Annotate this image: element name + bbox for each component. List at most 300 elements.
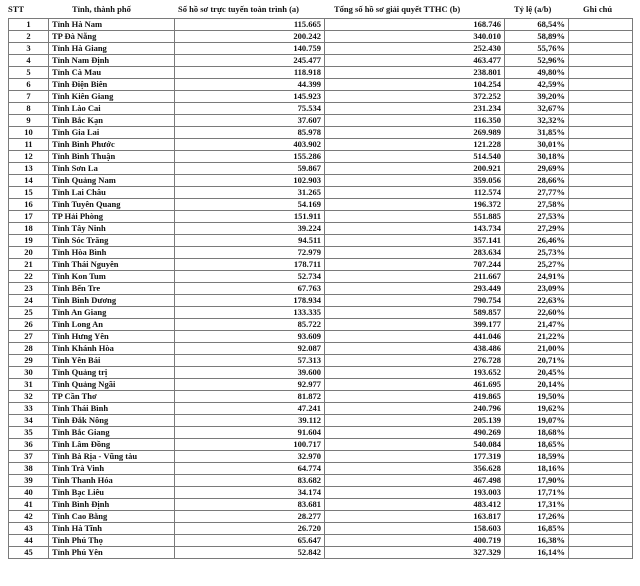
row-online-records: 100.717 xyxy=(175,439,325,451)
row-notes xyxy=(569,403,633,415)
row-online-records: 59.867 xyxy=(175,163,325,175)
row-total-records: 399.177 xyxy=(325,319,505,331)
row-stt: 4 xyxy=(9,55,49,67)
table-row xyxy=(9,43,633,55)
row-total-records: 463.477 xyxy=(325,55,505,67)
row-total-records: 252.430 xyxy=(325,43,505,55)
row-online-records: 65.647 xyxy=(175,535,325,547)
table-row xyxy=(9,31,633,43)
row-total-records: 143.734 xyxy=(325,223,505,235)
row-notes xyxy=(569,367,633,379)
row-notes xyxy=(569,43,633,55)
row-notes xyxy=(569,91,633,103)
row-province: Tỉnh Thanh Hóa xyxy=(49,475,175,487)
table-row xyxy=(9,355,633,367)
row-total-records: 211.667 xyxy=(325,271,505,283)
row-ratio: 17,90% xyxy=(505,475,569,487)
row-ratio: 21,00% xyxy=(505,343,569,355)
row-stt: 37 xyxy=(9,451,49,463)
row-notes xyxy=(569,187,633,199)
row-stt: 9 xyxy=(9,115,49,127)
row-province: Tỉnh Trà Vinh xyxy=(49,463,175,475)
row-online-records: 37.607 xyxy=(175,115,325,127)
table-row xyxy=(9,283,633,295)
row-stt: 22 xyxy=(9,271,49,283)
table-body xyxy=(9,19,633,559)
row-stt: 17 xyxy=(9,211,49,223)
row-ratio: 16,85% xyxy=(505,523,569,535)
row-notes xyxy=(569,31,633,43)
row-notes xyxy=(569,487,633,499)
table-row xyxy=(9,259,633,271)
row-stt: 23 xyxy=(9,283,49,295)
row-ratio: 18,68% xyxy=(505,427,569,439)
row-notes xyxy=(569,415,633,427)
row-notes xyxy=(569,67,633,79)
row-ratio: 27,77% xyxy=(505,187,569,199)
row-stt: 45 xyxy=(9,547,49,559)
row-province: Tỉnh Cao Bằng xyxy=(49,511,175,523)
row-ratio: 16,14% xyxy=(505,547,569,559)
row-total-records: 490.269 xyxy=(325,427,505,439)
row-total-records: 196.372 xyxy=(325,199,505,211)
row-ratio: 21,47% xyxy=(505,319,569,331)
row-ratio: 19,62% xyxy=(505,403,569,415)
row-online-records: 39.224 xyxy=(175,223,325,235)
table-row xyxy=(9,391,633,403)
row-online-records: 178.711 xyxy=(175,259,325,271)
row-province: Tỉnh Sơn La xyxy=(49,163,175,175)
row-province: Tỉnh Kiên Giang xyxy=(49,91,175,103)
row-total-records: 419.865 xyxy=(325,391,505,403)
row-ratio: 28,66% xyxy=(505,175,569,187)
row-notes xyxy=(569,379,633,391)
row-ratio: 17,26% xyxy=(505,511,569,523)
row-stt: 44 xyxy=(9,535,49,547)
row-online-records: 118.918 xyxy=(175,67,325,79)
row-province: Tỉnh Bình Phước xyxy=(49,139,175,151)
table-row xyxy=(9,451,633,463)
row-total-records: 200.921 xyxy=(325,163,505,175)
row-online-records: 52.734 xyxy=(175,271,325,283)
row-total-records: 238.801 xyxy=(325,67,505,79)
row-total-records: 193.652 xyxy=(325,367,505,379)
row-notes xyxy=(569,499,633,511)
row-province: Tỉnh Bạc Liêu xyxy=(49,487,175,499)
row-online-records: 83.682 xyxy=(175,475,325,487)
row-province: Tỉnh Lâm Đồng xyxy=(49,439,175,451)
row-stt: 26 xyxy=(9,319,49,331)
row-notes xyxy=(569,163,633,175)
row-notes xyxy=(569,355,633,367)
table-row xyxy=(9,235,633,247)
row-ratio: 32,67% xyxy=(505,103,569,115)
row-notes xyxy=(569,175,633,187)
row-total-records: 589.857 xyxy=(325,307,505,319)
row-notes xyxy=(569,199,633,211)
row-ratio: 55,76% xyxy=(505,43,569,55)
row-province: Tỉnh Quảng trị xyxy=(49,367,175,379)
row-stt: 38 xyxy=(9,463,49,475)
row-notes xyxy=(569,103,633,115)
row-total-records: 269.989 xyxy=(325,127,505,139)
row-stt: 39 xyxy=(9,475,49,487)
row-notes xyxy=(569,55,633,67)
row-online-records: 57.313 xyxy=(175,355,325,367)
row-province: Tỉnh Nam Định xyxy=(49,55,175,67)
row-stt: 8 xyxy=(9,103,49,115)
row-ratio: 27,58% xyxy=(505,199,569,211)
row-online-records: 32.970 xyxy=(175,451,325,463)
row-ratio: 17,71% xyxy=(505,487,569,499)
row-notes xyxy=(569,475,633,487)
row-notes xyxy=(569,343,633,355)
table-row xyxy=(9,199,633,211)
row-online-records: 28.277 xyxy=(175,511,325,523)
row-total-records: 276.728 xyxy=(325,355,505,367)
row-total-records: 112.574 xyxy=(325,187,505,199)
row-total-records: 205.139 xyxy=(325,415,505,427)
row-online-records: 54.169 xyxy=(175,199,325,211)
table-row xyxy=(9,439,633,451)
row-stt: 36 xyxy=(9,439,49,451)
row-stt: 27 xyxy=(9,331,49,343)
row-stt: 32 xyxy=(9,391,49,403)
table-row xyxy=(9,67,633,79)
row-stt: 18 xyxy=(9,223,49,235)
row-ratio: 49,80% xyxy=(505,67,569,79)
row-total-records: 231.234 xyxy=(325,103,505,115)
row-notes xyxy=(569,139,633,151)
row-ratio: 58,89% xyxy=(505,31,569,43)
row-province: Tỉnh Điện Biên xyxy=(49,79,175,91)
row-province: Tỉnh Quảng Ngãi xyxy=(49,379,175,391)
table-row xyxy=(9,223,633,235)
row-province: Tỉnh Bình Thuận xyxy=(49,151,175,163)
row-province: Tỉnh Bắc Kạn xyxy=(49,115,175,127)
row-total-records: 707.244 xyxy=(325,259,505,271)
row-ratio: 22,63% xyxy=(505,295,569,307)
row-total-records: 327.329 xyxy=(325,547,505,559)
row-online-records: 92.087 xyxy=(175,343,325,355)
table-row xyxy=(9,187,633,199)
row-online-records: 115.665 xyxy=(175,19,325,31)
row-province: Tỉnh An Giang xyxy=(49,307,175,319)
row-notes xyxy=(569,547,633,559)
row-total-records: 441.046 xyxy=(325,331,505,343)
row-total-records: 359.056 xyxy=(325,175,505,187)
row-total-records: 514.540 xyxy=(325,151,505,163)
row-notes xyxy=(569,307,633,319)
table-row xyxy=(9,367,633,379)
row-province: Tỉnh Cà Mau xyxy=(49,67,175,79)
row-province: Tỉnh Bắc Giang xyxy=(49,427,175,439)
row-total-records: 193.003 xyxy=(325,487,505,499)
row-total-records: 438.486 xyxy=(325,343,505,355)
row-notes xyxy=(569,295,633,307)
row-stt: 13 xyxy=(9,163,49,175)
row-online-records: 85.722 xyxy=(175,319,325,331)
row-total-records: 340.010 xyxy=(325,31,505,43)
row-ratio: 25,73% xyxy=(505,247,569,259)
header-total-records: Tổng số hồ sơ giải quyết TTHC (b) xyxy=(334,4,461,14)
table-row xyxy=(9,307,633,319)
row-province: Tỉnh Hà Tĩnh xyxy=(49,523,175,535)
row-ratio: 18,59% xyxy=(505,451,569,463)
header-online-records: Số hồ sơ trực tuyến toàn trình (a) xyxy=(178,4,300,14)
row-ratio: 18,16% xyxy=(505,463,569,475)
row-online-records: 85.978 xyxy=(175,127,325,139)
row-stt: 35 xyxy=(9,427,49,439)
row-total-records: 104.254 xyxy=(325,79,505,91)
row-total-records: 461.695 xyxy=(325,379,505,391)
row-notes xyxy=(569,439,633,451)
row-ratio: 25,27% xyxy=(505,259,569,271)
table-row xyxy=(9,523,633,535)
row-total-records: 540.084 xyxy=(325,439,505,451)
row-ratio: 26,46% xyxy=(505,235,569,247)
table-row xyxy=(9,19,633,31)
row-stt: 21 xyxy=(9,259,49,271)
row-notes xyxy=(569,511,633,523)
row-stt: 14 xyxy=(9,175,49,187)
row-online-records: 39.600 xyxy=(175,367,325,379)
row-ratio: 20,45% xyxy=(505,367,569,379)
row-stt: 28 xyxy=(9,343,49,355)
row-stt: 7 xyxy=(9,91,49,103)
table-row xyxy=(9,139,633,151)
row-total-records: 116.350 xyxy=(325,115,505,127)
row-stt: 34 xyxy=(9,415,49,427)
header-notes: Ghi chú xyxy=(583,4,613,14)
row-stt: 1 xyxy=(9,19,49,31)
row-online-records: 145.923 xyxy=(175,91,325,103)
row-online-records: 91.604 xyxy=(175,427,325,439)
table-row xyxy=(9,475,633,487)
row-ratio: 17,31% xyxy=(505,499,569,511)
row-ratio: 27,29% xyxy=(505,223,569,235)
row-stt: 24 xyxy=(9,295,49,307)
row-total-records: 293.449 xyxy=(325,283,505,295)
row-online-records: 72.979 xyxy=(175,247,325,259)
row-ratio: 27,53% xyxy=(505,211,569,223)
row-province: Tỉnh Phú Thọ xyxy=(49,535,175,547)
table-row xyxy=(9,55,633,67)
row-province: Tỉnh Bình Định xyxy=(49,499,175,511)
row-notes xyxy=(569,427,633,439)
row-province: TP Cần Thơ xyxy=(49,391,175,403)
table-header xyxy=(0,0,640,18)
row-province: Tỉnh Hòa Bình xyxy=(49,247,175,259)
row-total-records: 483.412 xyxy=(325,499,505,511)
row-province: Tỉnh Đắk Nông xyxy=(49,415,175,427)
header-ratio: Tỷ lệ (a/b) xyxy=(514,4,552,14)
row-notes xyxy=(569,391,633,403)
row-online-records: 75.534 xyxy=(175,103,325,115)
table-row xyxy=(9,151,633,163)
row-province: TP Đà Nẵng xyxy=(49,31,175,43)
row-stt: 11 xyxy=(9,139,49,151)
row-online-records: 39.112 xyxy=(175,415,325,427)
row-notes xyxy=(569,223,633,235)
row-total-records: 357.141 xyxy=(325,235,505,247)
table-row xyxy=(9,535,633,547)
row-province: Tỉnh Yên Bái xyxy=(49,355,175,367)
row-online-records: 155.286 xyxy=(175,151,325,163)
row-province: Tỉnh Tây Ninh xyxy=(49,223,175,235)
table-row xyxy=(9,415,633,427)
row-province: Tỉnh Lai Châu xyxy=(49,187,175,199)
row-online-records: 178.934 xyxy=(175,295,325,307)
table-row xyxy=(9,487,633,499)
row-notes xyxy=(569,235,633,247)
row-online-records: 151.911 xyxy=(175,211,325,223)
row-stt: 15 xyxy=(9,187,49,199)
row-province: Tỉnh Khánh Hòa xyxy=(49,343,175,355)
row-notes xyxy=(569,319,633,331)
row-province: Tỉnh Hà Nam xyxy=(49,19,175,31)
row-stt: 10 xyxy=(9,127,49,139)
row-notes xyxy=(569,79,633,91)
row-online-records: 403.902 xyxy=(175,139,325,151)
table-row xyxy=(9,271,633,283)
row-province: Tỉnh Lào Cai xyxy=(49,103,175,115)
table-row xyxy=(9,463,633,475)
row-notes xyxy=(569,451,633,463)
row-province: Tỉnh Thái Nguyên xyxy=(49,259,175,271)
row-total-records: 467.498 xyxy=(325,475,505,487)
row-ratio: 20,14% xyxy=(505,379,569,391)
row-stt: 5 xyxy=(9,67,49,79)
row-stt: 43 xyxy=(9,523,49,535)
table-row xyxy=(9,211,633,223)
row-stt: 40 xyxy=(9,487,49,499)
table-row xyxy=(9,379,633,391)
row-stt: 16 xyxy=(9,199,49,211)
row-notes xyxy=(569,463,633,475)
row-total-records: 283.634 xyxy=(325,247,505,259)
row-stt: 29 xyxy=(9,355,49,367)
row-online-records: 92.977 xyxy=(175,379,325,391)
row-stt: 6 xyxy=(9,79,49,91)
row-online-records: 94.511 xyxy=(175,235,325,247)
row-online-records: 245.477 xyxy=(175,55,325,67)
row-province: Tỉnh Gia Lai xyxy=(49,127,175,139)
row-notes xyxy=(569,19,633,31)
row-ratio: 31,85% xyxy=(505,127,569,139)
row-online-records: 133.335 xyxy=(175,307,325,319)
row-province: Tỉnh Long An xyxy=(49,319,175,331)
row-province: Tỉnh Kon Tum xyxy=(49,271,175,283)
row-ratio: 16,38% xyxy=(505,535,569,547)
row-province: TP Hải Phòng xyxy=(49,211,175,223)
row-province: Tỉnh Quảng Nam xyxy=(49,175,175,187)
row-stt: 2 xyxy=(9,31,49,43)
row-online-records: 83.681 xyxy=(175,499,325,511)
row-notes xyxy=(569,247,633,259)
row-notes xyxy=(569,211,633,223)
row-stt: 30 xyxy=(9,367,49,379)
row-stt: 25 xyxy=(9,307,49,319)
table-row xyxy=(9,79,633,91)
table-row xyxy=(9,343,633,355)
row-stt: 3 xyxy=(9,43,49,55)
row-ratio: 30,18% xyxy=(505,151,569,163)
table-row xyxy=(9,163,633,175)
row-ratio: 68,54% xyxy=(505,19,569,31)
row-province: Tỉnh Hưng Yên xyxy=(49,331,175,343)
table-row xyxy=(9,175,633,187)
table-row xyxy=(9,427,633,439)
table-row xyxy=(9,247,633,259)
row-province: Tỉnh Phú Yên xyxy=(49,547,175,559)
row-province: Tỉnh Tuyên Quang xyxy=(49,199,175,211)
row-ratio: 29,69% xyxy=(505,163,569,175)
row-online-records: 81.872 xyxy=(175,391,325,403)
row-total-records: 158.603 xyxy=(325,523,505,535)
row-online-records: 34.174 xyxy=(175,487,325,499)
row-ratio: 32,32% xyxy=(505,115,569,127)
row-notes xyxy=(569,283,633,295)
row-stt: 20 xyxy=(9,247,49,259)
table-row xyxy=(9,547,633,559)
table-row xyxy=(9,115,633,127)
row-ratio: 39,20% xyxy=(505,91,569,103)
table-row xyxy=(9,91,633,103)
table-row xyxy=(9,319,633,331)
table-row xyxy=(9,295,633,307)
row-notes xyxy=(569,535,633,547)
row-online-records: 31.265 xyxy=(175,187,325,199)
row-ratio: 20,71% xyxy=(505,355,569,367)
row-stt: 12 xyxy=(9,151,49,163)
row-online-records: 102.903 xyxy=(175,175,325,187)
row-province: Tỉnh Bến Tre xyxy=(49,283,175,295)
row-notes xyxy=(569,127,633,139)
row-online-records: 93.609 xyxy=(175,331,325,343)
row-total-records: 790.754 xyxy=(325,295,505,307)
table-row xyxy=(9,127,633,139)
row-ratio: 22,60% xyxy=(505,307,569,319)
row-province: Tỉnh Bình Dương xyxy=(49,295,175,307)
table-row xyxy=(9,403,633,415)
table-row xyxy=(9,499,633,511)
row-total-records: 551.885 xyxy=(325,211,505,223)
row-stt: 42 xyxy=(9,511,49,523)
row-online-records: 44.399 xyxy=(175,79,325,91)
row-ratio: 23,09% xyxy=(505,283,569,295)
row-total-records: 240.796 xyxy=(325,403,505,415)
row-online-records: 140.759 xyxy=(175,43,325,55)
table-row xyxy=(9,511,633,523)
row-stt: 41 xyxy=(9,499,49,511)
table-row xyxy=(9,103,633,115)
row-stt: 33 xyxy=(9,403,49,415)
row-stt: 19 xyxy=(9,235,49,247)
row-total-records: 163.817 xyxy=(325,511,505,523)
row-total-records: 372.252 xyxy=(325,91,505,103)
row-ratio: 21,22% xyxy=(505,331,569,343)
header-stt: STT xyxy=(8,4,25,14)
row-online-records: 64.774 xyxy=(175,463,325,475)
row-notes xyxy=(569,523,633,535)
header-province: Tỉnh, thành phố xyxy=(72,4,131,14)
row-notes xyxy=(569,115,633,127)
row-stt: 31 xyxy=(9,379,49,391)
row-ratio: 24,91% xyxy=(505,271,569,283)
row-ratio: 19,07% xyxy=(505,415,569,427)
row-notes xyxy=(569,271,633,283)
